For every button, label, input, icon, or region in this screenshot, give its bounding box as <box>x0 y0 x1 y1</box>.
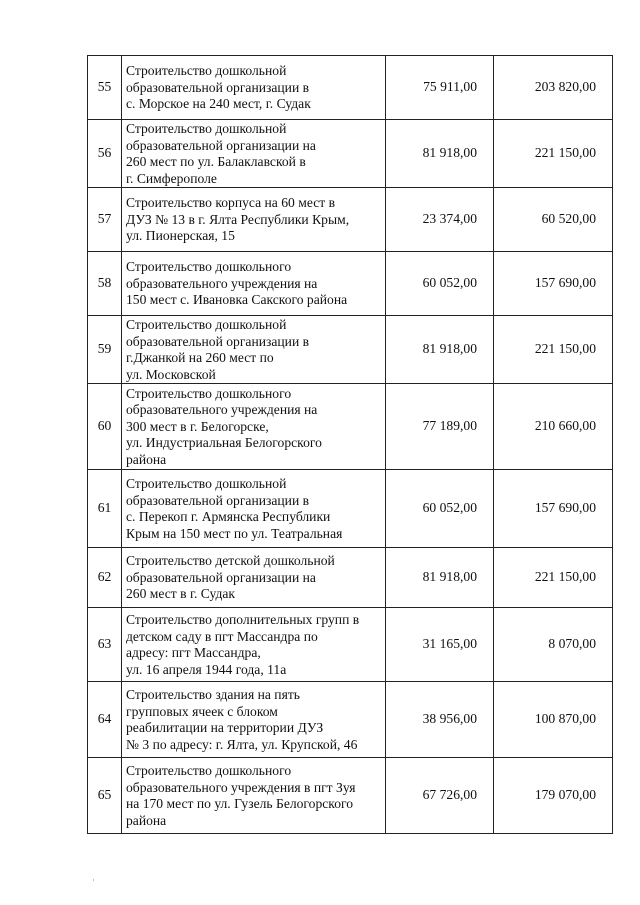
description-line: Строительство дошкольного <box>126 763 292 778</box>
description-line: ул. 16 апреля 1944 года, 11а <box>126 661 287 677</box>
description-line: Строительство дошкольной <box>126 121 287 136</box>
table-row <box>88 252 613 316</box>
description-line: района <box>126 451 167 467</box>
description-line: 300 мест в г. Белогорске, <box>126 418 269 434</box>
description-line: адресу: пгт Массандра, <box>126 645 261 660</box>
amount-second: 8 070,00 <box>494 608 613 682</box>
description-line: Крым на 150 мест по ул. Театральная <box>126 525 343 541</box>
row-number: 60 <box>88 384 122 470</box>
row-description <box>122 384 386 470</box>
row-description <box>122 470 386 548</box>
description-line: с. Перекоп г. Армянска Республики <box>126 509 331 524</box>
row-number: 56 <box>88 120 122 188</box>
table-body <box>88 56 613 834</box>
description-line: образовательной организации в <box>126 79 310 95</box>
amount-first: 67 726,00 <box>386 758 494 834</box>
amount-first: 81 918,00 <box>386 316 494 384</box>
table-row <box>88 758 613 834</box>
description-line: образовательной организации на <box>126 569 316 585</box>
table-row <box>88 188 613 252</box>
row-description <box>122 120 386 188</box>
amount-second: 157 690,00 <box>494 252 613 316</box>
table-row <box>88 316 613 384</box>
table-row <box>88 384 613 470</box>
table-row <box>88 682 613 758</box>
amount-first: 81 918,00 <box>386 548 494 608</box>
row-number: 62 <box>88 548 122 608</box>
amount-second: 179 070,00 <box>494 758 613 834</box>
description-line: Строительство дошкольного <box>126 259 292 275</box>
amount-second: 100 870,00 <box>494 682 613 758</box>
description-line: г.Джанкой на 260 мест по <box>126 350 274 365</box>
description-line: на 170 мест по ул. Гузель Белогорского <box>126 796 354 811</box>
row-number: 57 <box>88 188 122 252</box>
description-line: ул. Пионерская, 15 <box>126 228 235 244</box>
description-line: Строительство здания на пять <box>126 687 300 702</box>
amount-first: 38 956,00 <box>386 682 494 758</box>
row-number: 65 <box>88 758 122 834</box>
amount-first: 31 165,00 <box>386 608 494 682</box>
description-line: Строительство дошкольного <box>126 385 292 401</box>
amount-second: 221 150,00 <box>494 120 613 188</box>
row-number: 59 <box>88 316 122 384</box>
description-line: ул. Индустриальная Белогорского <box>126 435 322 451</box>
amount-first: 75 911,00 <box>386 56 494 120</box>
description-line: реабилитации на территории ДУЗ <box>126 720 324 735</box>
row-description <box>122 608 386 682</box>
row-number: 55 <box>88 56 122 120</box>
description-line: 260 мест по ул. Балаклавской в <box>126 154 306 169</box>
amount-first: 81 918,00 <box>386 120 494 188</box>
row-description <box>122 548 386 608</box>
amount-second: 210 660,00 <box>494 384 613 470</box>
description-line: образовательного учреждения на <box>126 275 318 291</box>
amount-first: 60 052,00 <box>386 252 494 316</box>
amount-first: 60 052,00 <box>386 470 494 548</box>
description-line: детском саду в пгт Массандра по <box>126 628 318 644</box>
row-number: 58 <box>88 252 122 316</box>
row-number: 61 <box>88 470 122 548</box>
description-line: с. Морское на 240 мест, г. Судак <box>126 96 311 112</box>
table-row <box>88 120 613 188</box>
description-line: групповых ячеек с блоком <box>126 703 278 719</box>
description-line: района <box>126 812 167 828</box>
construction-objects-table <box>87 55 613 834</box>
table-row <box>88 548 613 608</box>
row-description <box>122 56 386 120</box>
description-line: № 3 по адресу: г. Ялта, ул. Крупской, 46 <box>126 736 358 752</box>
row-number: 63 <box>88 608 122 682</box>
description-line: Строительство дошкольной <box>126 476 287 491</box>
description-line: образовательной организации на <box>126 137 316 153</box>
amount-second: 203 820,00 <box>494 56 613 120</box>
amount-first: 23 374,00 <box>386 188 494 252</box>
row-number: 64 <box>88 682 122 758</box>
description-line: 150 мест с. Ивановка Сакского района <box>126 292 348 308</box>
description-line: ул. Московской <box>126 366 216 382</box>
description-line: 260 мест в г. Судак <box>126 586 236 602</box>
table-row <box>88 608 613 682</box>
description-line: Строительство детской дошкольной <box>126 553 335 569</box>
table-row <box>88 56 613 120</box>
description-line: образовательной организации в <box>126 333 310 349</box>
row-description <box>122 682 386 758</box>
description-line: ДУЗ № 13 в г. Ялта Республики Крым, <box>126 211 350 227</box>
description-line: Строительство дополнительных групп в <box>126 612 360 627</box>
row-description <box>122 316 386 384</box>
description-line: образовательного учреждения в пгт Зуя <box>126 779 356 795</box>
description-line: Строительство дошкольной <box>126 63 287 79</box>
description-line: образовательного учреждения на <box>126 402 318 418</box>
row-description <box>122 758 386 834</box>
amount-second: 221 150,00 <box>494 316 613 384</box>
scan-speck <box>93 879 94 881</box>
row-description <box>122 252 386 316</box>
description-line: Строительство корпуса на 60 мест в <box>126 195 335 211</box>
description-line: образовательной организации в <box>126 492 310 508</box>
amount-first: 77 189,00 <box>386 384 494 470</box>
description-line: Строительство дошкольной <box>126 317 287 332</box>
description-line: г. Симферополе <box>126 170 217 186</box>
amount-second: 157 690,00 <box>494 470 613 548</box>
table-row <box>88 470 613 548</box>
row-description <box>122 188 386 252</box>
amount-second: 221 150,00 <box>494 548 613 608</box>
amount-second: 60 520,00 <box>494 188 613 252</box>
